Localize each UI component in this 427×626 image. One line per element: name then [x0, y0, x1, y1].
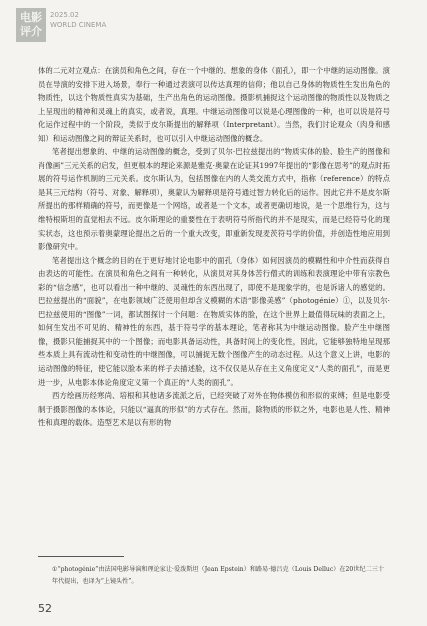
paragraph-2: 笔者提出想象的、中继的运动图像的概念，受到了贝尔·巴拉兹提出的“物质实体的脸、脸生产的图像和肖像画”三元关系的启发，但更根本的理论来源是雅克·奥蒙在论证其1997年提出的“影像在思考”的观点时拓展的符号运作机制的三元关系。皮尔斯认为，包括图像在内的人类交流方式中，指称（reference）的特点是其三元结构（符号、对象、解释项），奥蒙认为解释项是符号通过智力转化后的运作。因此它并不是皮尔斯所提出的那样精确的符号，而更像是一个网络，或者是一个文本，或者更确切地说，是一个思维行为，这与维特根斯坦的直觉相去不远。皮尔斯理论的重要性在于表明符号所指代的并不是现实，而是已经符号化的现实状态，这也预示着奥蒙理论提出之后的一个重大改变，即重新发现麦茨符号学的价值，并创造性地应用到影像研究中。	[38, 147, 390, 252]
footnote: ①“photogénie”由法国电影导演和理论家让·爱泼斯坦（Jean Epstein）和路易·德吕克（Louis Delluc）在20世纪二三十年代提出，也译为“上镜头性”。	[52, 566, 384, 585]
issue-number: 2025.02	[50, 11, 79, 19]
journal-logo	[16, 8, 46, 42]
logo-line-1: 电影	[20, 11, 42, 24]
logo-line-2: 评介	[20, 25, 42, 38]
page-number: 52	[38, 602, 52, 615]
paragraph-4: 西方绘画历经寒尚、培根和其他诸多流派之后，已经突破了对外在物体模仿和形似的束缚；但是电影受制于摄影图像的本体论，只能以“逼真的形似”的方式存在。然而，除物质的形似之外，电影也是人性、精神性和真理的载体。造型艺术是以有形的物	[38, 391, 390, 428]
paragraph-1: 体的二元对立观点：在演员和角色之间，存在一个中继的、想象的身体（面孔），即一个中继的运动图像。演员在导演的安排下进入场景，奉行一种通过表演可以传达真理的信仰；他以自己身体的物质性生发出角色的物质性，以这个物质性真实为基础，生产出角色的运动图像。摄影机捕捉这个运动图像的物质性以及物质之上呈现出的精神和灵魂上的真实，或者说，真理。中继运动图像可以说是心理图像的一种，也可以说是符号化运作过程中的一个阶段，类似于皮尔斯提出的解释项（Interpretant）。当然，我们讨论观众（肉身和感知）和运动图像之间的辩证关系时，也可以引入中继运动图像的概念。	[38, 66, 390, 143]
issue-info	[50, 10, 106, 30]
footnote-divider	[38, 556, 124, 557]
journal-english-name: WORLD CINEMA	[50, 21, 107, 29]
paragraph-3: 笔者提出这个概念的目的在于更好地讨论电影中的面孔（身体）如何因演员的模糊性和中介性而获得自由表达的可能性。在演员和角色之间有一种转化，从演员对其身体苦行僧式的训练和表演理论中带有宗教色彩的“信念感”，也可以看出一种中继的、灵魂性的东西出现了，即使不是现象学的，也是诉诸人的感觉的。巴拉兹提出的“面貌”，在电影领域广泛使用但却含义模糊的术语“影像美感”（photogénie）①，以及贝尔·巴拉兹使用的“图像”一词，都试图探讨一个问题：在物质实体的脸，在这个世界上最值得玩味的表面之上，如何生发出不可见的、精神性的东西，基于符号学的基本理论，笔者称其为中继运动图像。脸产生中继图像，摄影只能捕捉其中的一个图像；而电影具备运动性，具备时间上的变化性，因此，它能够独特地呈现那些本质上具有流动性和变动性的中继图像，可以捕捉无数个图像产生的动态过程。从这个意义上讲，电影的运动图像的特征，使它能以脸本来的样子去描述脸，这不仅仅是从存在主义角度定义“人类的面孔”，而是更进一步，从电影本体论角度定义第一个真正的“人类的面孔”。	[38, 255, 390, 387]
article-body	[38, 64, 390, 430]
